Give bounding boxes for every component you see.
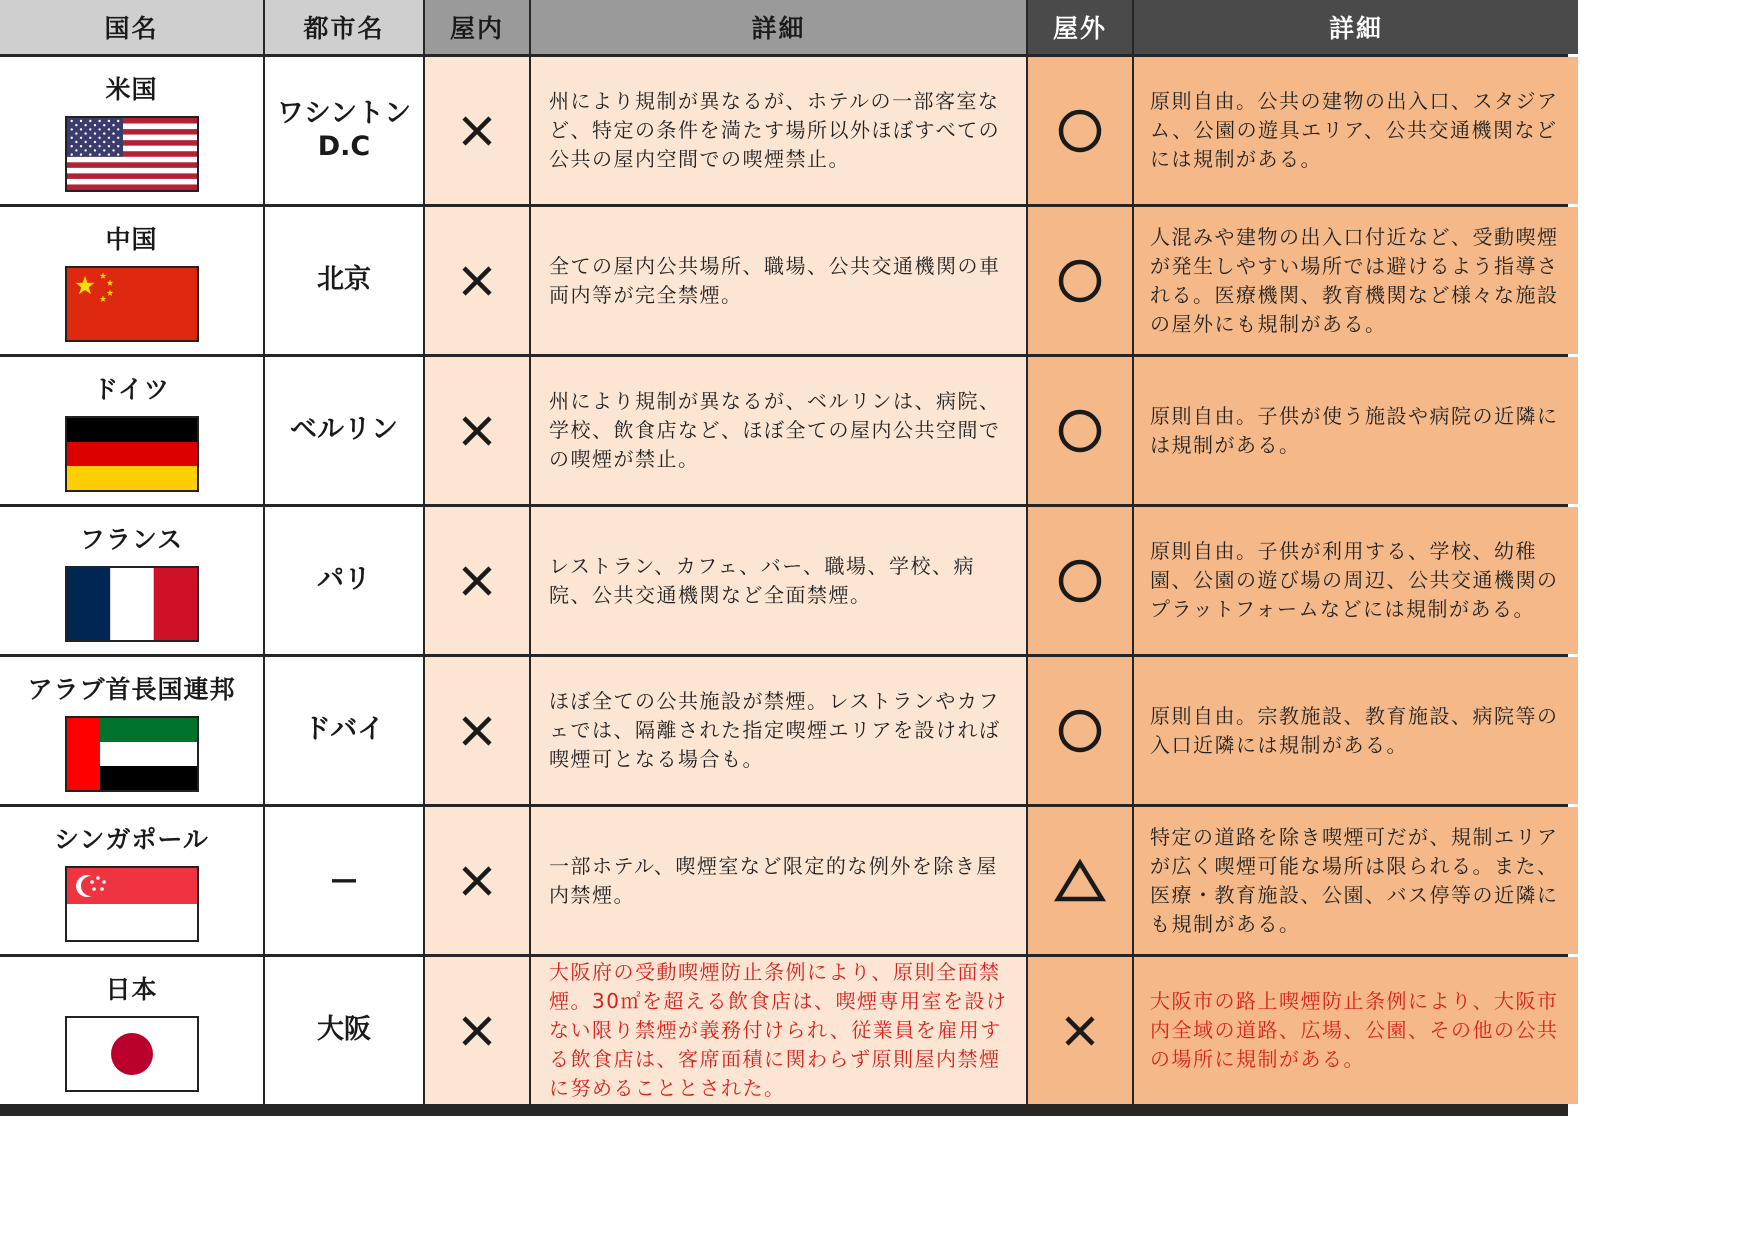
- indoor-mark-cell: [425, 507, 529, 654]
- indoor-detail-cell: [531, 657, 1026, 804]
- outdoor-detail-text: 原則自由。子供が利用する、学校、幼稚園、公園の遊び場の周辺、公共交通機関のプラットフォームなどには規制がある。: [1150, 539, 1559, 621]
- country-cell: [0, 57, 263, 204]
- indoor-mark-cell: [425, 57, 529, 204]
- indoor-detail-text: 州により規制が異なるが、ホテルの一部客室など、特定の条件を満たす場所以外ほぼすべての公共の屋内空間での喫煙禁止。: [549, 89, 1001, 171]
- outdoor-mark-cell: [1028, 57, 1132, 204]
- country-name: 米国: [105, 74, 158, 104]
- uae-flag: [65, 716, 199, 792]
- city-cell: [265, 507, 423, 654]
- singapore-flag: [65, 866, 199, 942]
- city-name: パリ: [317, 564, 371, 596]
- germany-flag: [65, 416, 199, 492]
- country-name: ドイツ: [93, 374, 170, 404]
- header-country: 国名: [0, 0, 263, 54]
- country-name: アラブ首長国連邦: [27, 674, 236, 704]
- indoor-detail-cell: [531, 807, 1026, 954]
- outdoor-detail-cell: [1134, 957, 1578, 1104]
- country-cell: [0, 957, 263, 1104]
- country-cell: [0, 507, 263, 654]
- outdoor-mark-cell: [1028, 957, 1132, 1104]
- circle-mark-icon: [1057, 558, 1103, 604]
- country-cell: [0, 207, 263, 354]
- city-name: ドバイ: [303, 714, 385, 746]
- city-cell: [265, 807, 423, 954]
- cross-mark-icon: [460, 864, 494, 898]
- city-name: —: [330, 864, 358, 896]
- city-cell: [265, 657, 423, 804]
- indoor-mark-cell: [425, 207, 529, 354]
- header-indoor-detail: 詳細: [531, 0, 1026, 54]
- cross-mark-icon: [460, 414, 494, 448]
- outdoor-detail-cell: [1134, 657, 1578, 804]
- outdoor-mark-cell: [1028, 207, 1132, 354]
- indoor-mark-cell: [425, 357, 529, 504]
- city-name: 北京: [317, 264, 371, 296]
- outdoor-detail-text: 大阪市の路上喫煙防止条例により、大阪市内全域の道路、広場、公園、その他の公共の場所に規制がある。: [1150, 989, 1559, 1071]
- indoor-detail-text: 州により規制が異なるが、ベルリンは、病院、学校、飲食店など、ほぼ全ての屋内公共空間での喫煙が禁止。: [549, 389, 1001, 471]
- country-cell: [0, 357, 263, 504]
- outdoor-detail-text: 原則自由。宗教施設、教育施設、病院等の入口近隣には規制がある。: [1150, 703, 1559, 757]
- outdoor-mark-cell: [1028, 657, 1132, 804]
- header-outdoor: 屋外: [1028, 0, 1132, 54]
- outdoor-detail-text: 原則自由。公共の建物の出入口、スタジアム、公園の遊具エリア、公共交通機関などには規制がある。: [1150, 89, 1559, 171]
- indoor-detail-cell: [531, 507, 1026, 654]
- indoor-detail-text: ほぼ全ての公共施設が禁煙。レストランやカフェでは、隔離された指定喫煙エリアを設ければ喫煙可となる場合も。: [549, 689, 1001, 771]
- outdoor-mark-cell: [1028, 357, 1132, 504]
- cross-mark-icon: [460, 564, 494, 598]
- indoor-detail-text: 全ての屋内公共場所、職場、公共交通機関の車両内等が完全禁煙。: [549, 253, 1001, 307]
- indoor-mark-cell: [425, 807, 529, 954]
- circle-mark-icon: [1057, 408, 1103, 454]
- country-name: フランス: [79, 524, 184, 554]
- city-name: 大阪: [317, 1014, 371, 1046]
- indoor-mark-cell: [425, 657, 529, 804]
- outdoor-detail-cell: [1134, 57, 1578, 204]
- city-cell: [265, 207, 423, 354]
- outdoor-detail-cell: [1134, 507, 1578, 654]
- cross-mark-icon: [460, 114, 494, 148]
- country-name: シンガポール: [54, 824, 209, 854]
- cross-mark-icon: [460, 264, 494, 298]
- city-cell: [265, 957, 423, 1104]
- cross-mark-icon: [460, 1014, 494, 1048]
- cross-mark-icon: [460, 714, 494, 748]
- indoor-detail-cell: [531, 357, 1026, 504]
- indoor-detail-cell: [531, 57, 1026, 204]
- outdoor-mark-cell: [1028, 807, 1132, 954]
- city-name: ベルリン: [290, 414, 398, 446]
- outdoor-mark-cell: [1028, 507, 1132, 654]
- outdoor-detail-text: 原則自由。子供が使う施設や病院の近隣には規制がある。: [1150, 403, 1559, 457]
- triangle-mark-icon: [1054, 858, 1106, 904]
- cross-mark-icon: [1063, 1014, 1097, 1048]
- country-cell: [0, 807, 263, 954]
- indoor-detail-text: 大阪府の受動喫煙防止条例により、原則全面禁煙。30㎡を超える飲食店は、喫煙専用室を設けない限り禁煙が義務付けられ、従業員を雇用する飲食店は、客席面積に関わらず原則屋内禁煙に努めることとされた。: [549, 960, 1008, 1100]
- indoor-mark-cell: [425, 957, 529, 1104]
- country-name: 日本: [105, 974, 158, 1004]
- country-name: 中国: [105, 224, 158, 254]
- header-city: 都市名: [265, 0, 423, 54]
- outdoor-detail-cell: [1134, 807, 1578, 954]
- header-indoor: 屋内: [425, 0, 529, 54]
- indoor-detail-cell: [531, 957, 1026, 1104]
- circle-mark-icon: [1057, 108, 1103, 154]
- city-cell: [265, 357, 423, 504]
- japan-flag: [65, 1016, 199, 1092]
- indoor-detail-text: 一部ホテル、喫煙室など限定的な例外を除き屋内禁煙。: [549, 853, 998, 907]
- us-flag: [65, 116, 199, 192]
- outdoor-detail-cell: [1134, 207, 1578, 354]
- outdoor-detail-text: 人混みや建物の出入口付近など、受動喫煙が発生しやすい場所では避けるよう指導される。医療機関、教育機関など様々な施設の屋外にも規制がある。: [1150, 224, 1559, 336]
- outdoor-detail-cell: [1134, 357, 1578, 504]
- circle-mark-icon: [1057, 258, 1103, 304]
- city-name: ワシントン D.C: [276, 98, 412, 162]
- country-cell: [0, 657, 263, 804]
- china-flag: [65, 266, 199, 342]
- indoor-detail-cell: [531, 207, 1026, 354]
- header-outdoor-detail: 詳細: [1134, 0, 1578, 54]
- city-cell: [265, 57, 423, 204]
- france-flag: [65, 566, 199, 642]
- indoor-detail-text: レストラン、カフェ、バー、職場、学校、病院、公共交通機関など全面禁煙。: [549, 553, 975, 607]
- outdoor-detail-text: 特定の道路を除き喫煙可だが、規制エリアが広く喫煙可能な場所は限られる。また、医療・教育施設、公園、バス停等の近隣にも規制がある。: [1150, 824, 1559, 936]
- circle-mark-icon: [1057, 708, 1103, 754]
